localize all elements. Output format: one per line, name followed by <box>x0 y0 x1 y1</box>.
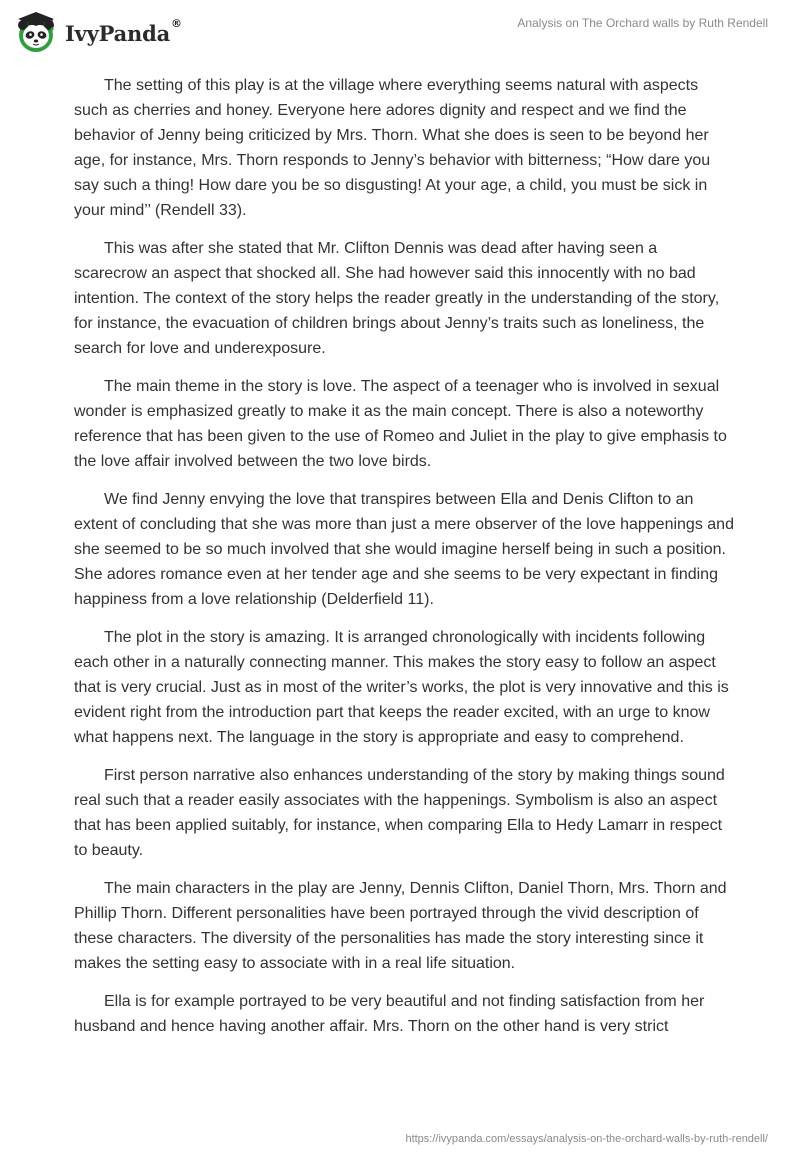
page-header <box>0 0 800 62</box>
paragraph: First person narrative also enhances understanding of the story by making things sound real such that a reader easily associates with the happenings. Symbolism is also an aspect that has been applied suitably, for instance, when comparing Ella to Hedy Lamarr in respect to beauty. <box>74 767 725 859</box>
brand-name <box>65 16 182 46</box>
paragraph: We find Jenny envying the love that transpires between Ella and Denis Clifton to an extent of concluding that she was more than just a mere observer of the love happenings and she seemed to be so much involved that she would imagine herself being in such a position. She adores romance even at her tender age and she seems to be very expectant in finding happiness from a love relationship (Delderfield 11). <box>74 491 734 608</box>
essay-body <box>74 73 734 1052</box>
brand-name-text: IvyPanda <box>65 20 171 46</box>
paragraph: The main theme in the story is love. The aspect of a teenager who is involved in sexual wonder is emphasized greatly to make it as the main concept. There is also a noteworthy reference that has been given to the use of Romeo and Juliet in the play to give emphasis to the love affair involved between the two love birds. <box>74 378 727 470</box>
document-title: Analysis on The Orchard walls by Ruth Rendell <box>517 16 768 30</box>
panda-graduate-icon <box>13 8 59 54</box>
paragraph: This was after she stated that Mr. Clifton Dennis was dead after having seen a scarecrow an aspect that shocked all. She had however said this innocently with no bad intention. The context of the story helps the reader greatly in the understanding of the story, for instance, the evacuation of children brings about Jenny’s traits such as loneliness, the search for love and underexposure. <box>74 240 720 357</box>
registered-mark: ® <box>171 16 182 30</box>
paragraph: Ella is for example portrayed to be very beautiful and not finding satisfaction from her husband and hence having another affair. Mrs. Thorn on the other hand is very strict <box>74 993 705 1035</box>
ivypanda-logo[interactable] <box>13 8 182 54</box>
paragraph: The plot in the story is amazing. It is arranged chronologically with incidents following each other in a naturally connecting manner. This makes the story easy to follow an aspect that is very crucial. Just as in most of the writer’s works, the plot is very innovative and this is evident right from the introduction part that keeps the reader excited, with an urge to know what happens next. The language in the story is appropriate and easy to comprehend. <box>74 629 729 746</box>
paragraph: The setting of this play is at the village where everything seems natural with aspects such as cherries and honey. Everyone here adores dignity and respect and we find the behavior of Jenny being criticized by Mrs. Thorn. What she does is seen to be beyond her age, for instance, Mrs. Thorn responds to Jenny’s behavior with bitterness; “How dare you say such a thing! How dare you be so disgusting! At your age, a child, you must be sick in your mind’’ (Rendell 33). <box>74 77 711 219</box>
paragraph: The main characters in the play are Jenny, Dennis Clifton, Daniel Thorn, Mrs. Thorn and Phillip Thorn. Different personalities have been portrayed through the vivid description of these characters. The diversity of the personalities has made the story interesting since it makes the setting easy to associate with in a real life situation. <box>74 880 727 972</box>
source-url-link[interactable]: https://ivypanda.com/essays/analysis-on-the-orchard-walls-by-ruth-rendell/ <box>405 1133 768 1145</box>
